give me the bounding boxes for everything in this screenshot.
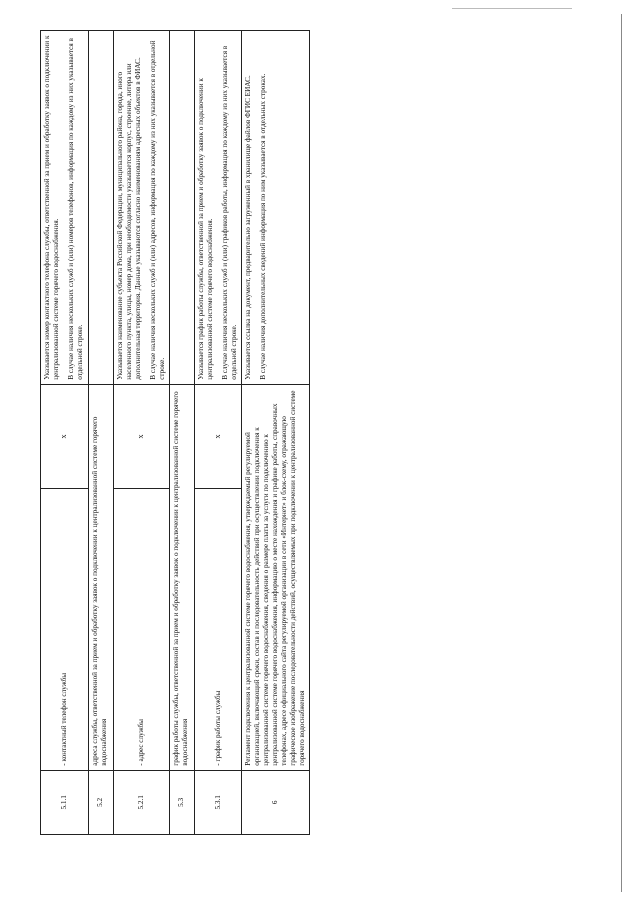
row-mark: x [113,384,169,489]
row-name: адреса службы, ответственной за прием и обработку заявок о подключении к централизованной системе горячего водоснабжения [88,384,113,770]
description-paragraph: В случае наличия нескольких служб и (или) графиков работы, информация по каждому из них указывается в отдельной строке. [221,45,238,380]
requirements-table [40,30,310,835]
top-rule [452,8,572,9]
row-name: Регламент подключения к централизованной системе горячего водоснабжения, утверждаемый регулируемой организацией, включающий сроки, состав и последовательность действий при осуществлении подключения к централизованной системе горячего водоснабжения, сведения о размере платы за услуги по подключению к централизованной системе горячего водоснабжения, информацию о месте нахождения и графике работы, справочных телефонах, адресе официального сайта регулируемой организации в сети «Интернет» и блок-схему, отражающую графическое изображение последовательности действий, осуществляемых при подключении к централизованной системе горячего водоснабжения [242,384,310,770]
row-number: 5.3.1 [195,770,242,834]
description-paragraph: Указывается наименование субъекта Российской Федерации, муниципального района, города, иного населенного пункта, улицы, номер дома, при необходимости указывается корпус, строение, литера или дополнительная территория. Данные указываются согласно наименованиям адресных объектов в ФИАС. [115,57,142,380]
description-paragraph: В случае наличия дополнительных сведений информация по ним указывается в отдельных строках. [259,73,267,380]
table-row [113,31,169,835]
table-row [41,31,89,835]
row-description [169,31,194,385]
row-description [88,31,113,385]
row-description [113,31,169,385]
row-description [41,31,89,385]
row-number: 5.2 [88,770,113,834]
row-description [242,31,310,385]
description-paragraph: Указывается ссылка на документ, предварительно загруженный в хранилище файлов ФГИС ЕИАС. [244,75,252,380]
row-number: 5.3 [169,770,194,834]
row-number: 6 [242,770,310,834]
rotated-content [40,30,310,835]
table-row [169,31,194,835]
table-row [88,31,113,835]
row-number: 5.2.1 [113,770,169,834]
rotated-page [40,30,640,900]
description-paragraph: Указывается номер контактного телефона службы, ответственной за прием и обработку заявок о подключении к централизованной системе горячего водоснабжения. [43,35,60,380]
row-name: - контактный телефон службы [41,489,89,770]
row-mark: x [195,384,242,489]
row-mark: x [41,384,89,489]
table-row [195,31,242,835]
description-paragraph: Указывается график работы службы, ответственной за прием и обработку заявок о подключении к централизованной системе горячего водоснабжения. [197,78,214,380]
row-name: - график работы службы [195,489,242,770]
row-name: - адрес службы [113,489,169,770]
row-name: график работы службы, ответственной за прием и обработку заявок о подключении к централизованной системе горячего водоснабжения [169,384,194,770]
row-description [195,31,242,385]
description-paragraph: В случае наличия нескольких служб и (или) адресов, информация по каждому из них указывается в отдельной строке. [148,40,166,380]
description-paragraph: В случае наличия нескольких служб и (или) номеров телефонов, информация по каждому из них указывается в отдельной строке. [67,38,84,380]
row-number: 5.1.1 [41,770,89,834]
table-row [242,31,310,835]
